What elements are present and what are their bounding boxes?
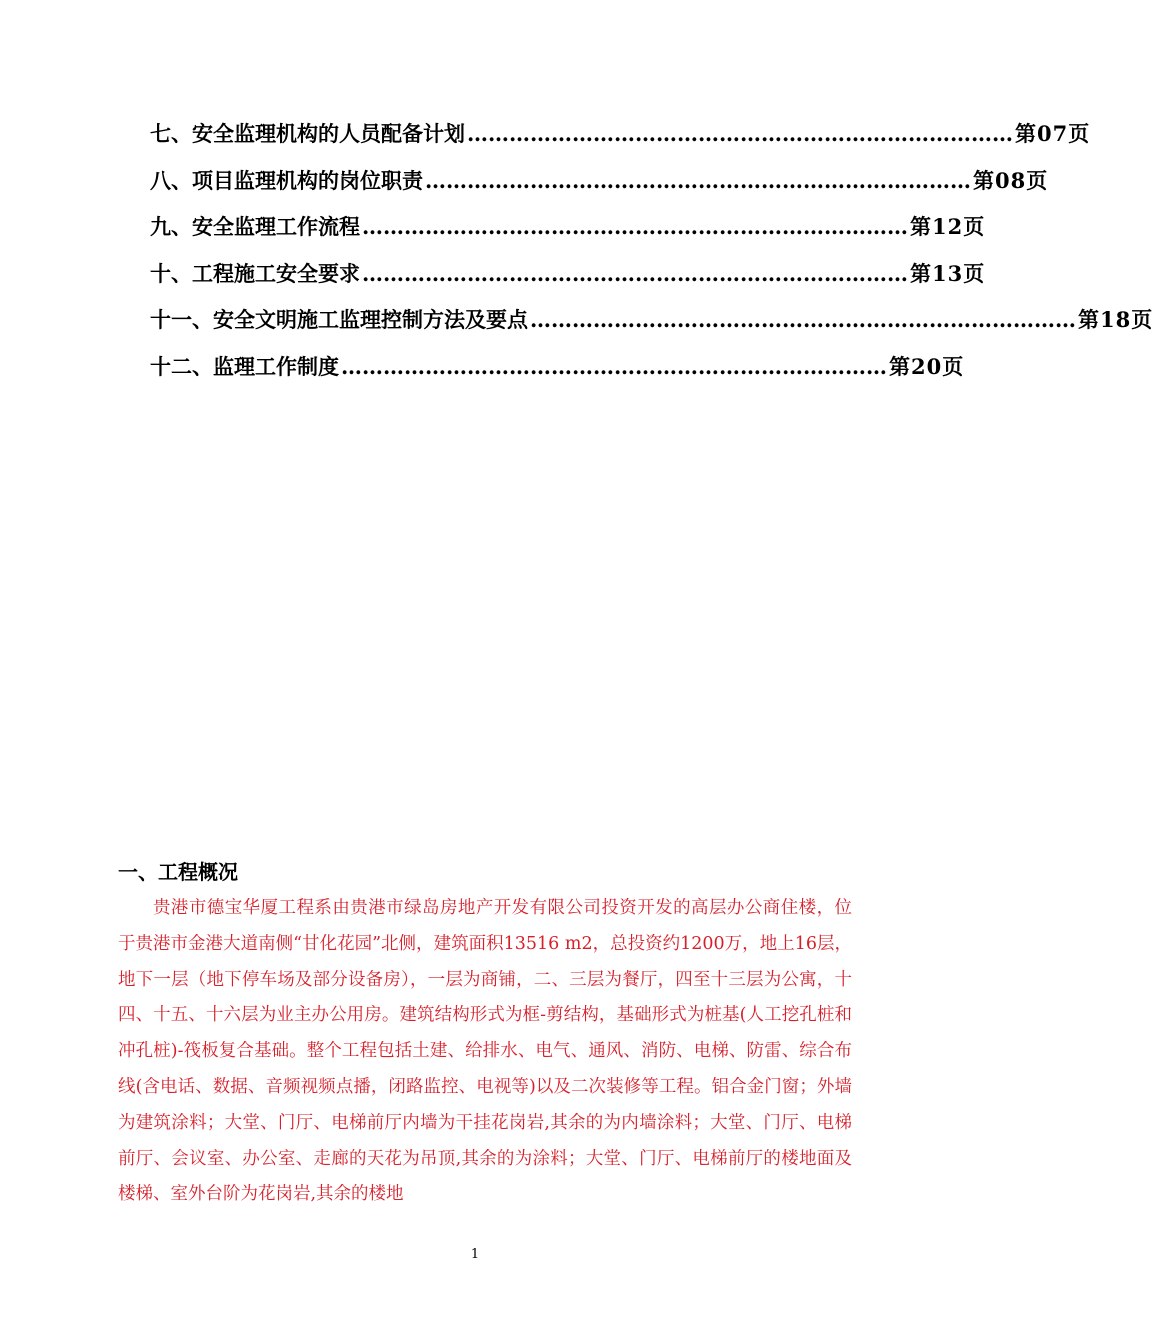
toc-entry-title: 十一、安全文明施工监理控制方法及要点 <box>150 307 528 332</box>
toc-entry[interactable] <box>150 258 986 305</box>
toc-leader-dots: …………………………………………………………………… <box>362 214 908 239</box>
toc-leader-dots: …………………………………………………………………… <box>341 353 887 379</box>
toc-entry-page: 第13页 <box>910 260 986 286</box>
section-heading: 一、工程概况 <box>118 860 238 884</box>
toc-entry-page: 第08页 <box>973 167 1049 193</box>
toc-leader-dots: …………………………………………………………………… <box>530 307 1076 332</box>
section-body-paragraph: 贵港市德宝华厦工程系由贵港市绿岛房地产开发有限公司投资开发的高层办公商住楼，位于贵港市金港大道南侧“甘化花园”北侧，建筑面积13516 m2，总投资约1200万，地上16层，地下一层（地下停车场及部分设备房），一层为商铺，二、三层为餐厅，四至十三层为公寓，十四、十五、十六层为业主办公用房。建筑结构形式为框-剪结构，基础形式为桩基(人工挖孔桩和冲孔桩)-筏板复合基础。整个工程包括土建、给排水、电气、通风、消防、电梯、防雷、综合布线(含电话、数据、音频视频点播，闭路监控、电视等)以及二次装修等工程。铝合金门窗；外墙为建筑涂料；大堂、门厅、电梯前厅内墙为干挂花岗岩,其余的为内墙涂料；大堂、门厅、电梯前厅、会议室、办公室、走廊的天花为吊顶,其余的为涂料；大堂、门厅、电梯前厅的楼地面及楼梯、室外台阶为花岗岩,其余的楼地 <box>118 898 852 1205</box>
toc-entry[interactable] <box>150 304 1153 351</box>
table-of-contents <box>150 118 1153 397</box>
toc-entry-title: 七、安全监理机构的人员配备计划 <box>150 121 465 146</box>
toc-leader-dots: …………………………………………………………………… <box>425 167 971 193</box>
toc-entry[interactable] <box>150 165 1049 212</box>
toc-entry-page: 第07页 <box>1015 121 1091 146</box>
toc-entry-page: 第18页 <box>1078 307 1153 332</box>
toc-entry-title: 八、项目监理机构的岗位职责 <box>150 167 423 193</box>
page-number: 1 <box>470 1247 480 1262</box>
toc-entry[interactable] <box>150 351 965 398</box>
toc-entry-page: 第12页 <box>910 214 986 239</box>
toc-leader-dots: …………………………………………………………………… <box>362 260 908 286</box>
toc-entry[interactable] <box>150 118 1091 165</box>
toc-entry-page: 第20页 <box>889 353 965 379</box>
toc-entry[interactable] <box>150 211 986 258</box>
toc-entry-title: 十二、监理工作制度 <box>150 353 339 379</box>
toc-entry-title: 九、安全监理工作流程 <box>150 214 360 239</box>
toc-entry-title: 十、工程施工安全要求 <box>150 260 360 286</box>
toc-leader-dots: …………………………………………………………………… <box>467 121 1013 146</box>
